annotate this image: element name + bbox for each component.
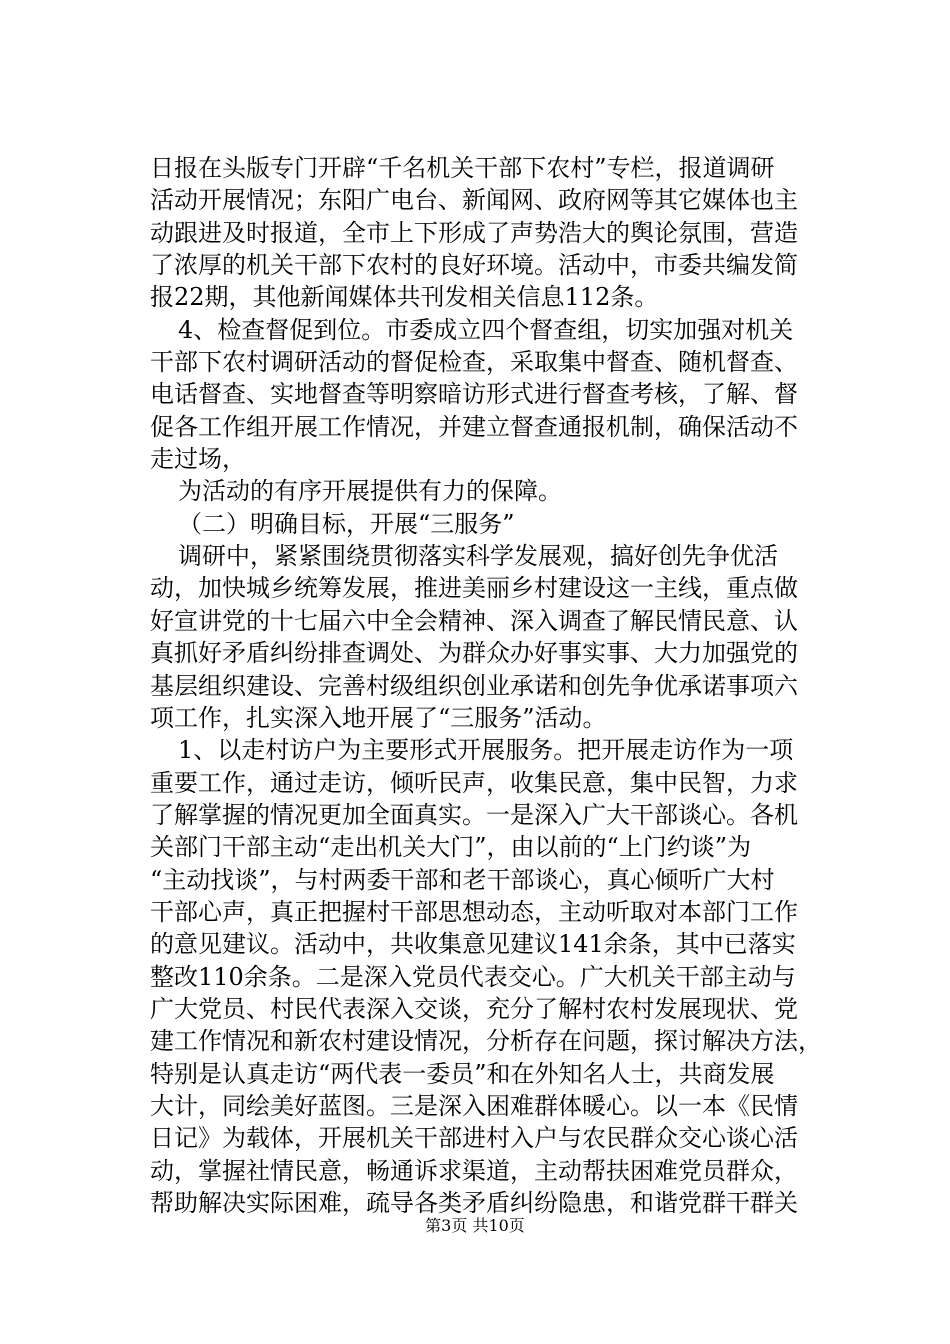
text-line: 动，加快城乡统筹发展，推进美丽乡村建设这一主线，重点做 [150, 574, 798, 603]
text-line: 干部下农村调研活动的督促检查，采取集中督查、随机督查、 [150, 348, 798, 377]
text-line: 干部心声，真正把握村干部思想动态，主动听取对本部门工作 [150, 897, 798, 926]
text-line: 重要工作，通过走访，倾听民声，收集民意，集中民智，力求 [150, 768, 798, 797]
text-line: 建工作情况和新农村建设情况，分析存在问题，探讨解决方法， [150, 1027, 822, 1056]
text-line: 动跟进及时报道，全市上下形成了声势浩大的舆论氛围，营造 [150, 218, 798, 247]
text-line: 走过场， [150, 445, 246, 474]
text-line: 4、检查督促到位。市委成立四个督查组，切实加强对机关 [178, 315, 794, 344]
text-line: 为活动的有序开展提供有力的保障。 [178, 477, 562, 506]
text-line: 活动开展情况；东阳广电台、新闻网、政府网等其它媒体也主 [150, 186, 798, 215]
text-line: 基层组织建设、完善村级组织创业承诺和创先争优承诺事项六 [150, 671, 798, 700]
text-line: 项工作，扎实深入地开展了“三服务”活动。 [150, 703, 607, 732]
text-line: 1、以走村访户为主要形式开展服务。把开展走访作为一项 [178, 736, 794, 765]
text-line: 调研中，紧紧围绕贯彻落实科学发展观，搞好创先争优活 [178, 542, 778, 571]
text-line: “主动找谈”，与村两委干部和老干部谈心，真心倾听广大村 [150, 865, 775, 894]
text-line: 报22期，其他新闻媒体共刊发相关信息112条。 [150, 283, 659, 312]
text-line: （二）明确目标，开展“三服务” [178, 509, 515, 538]
text-line: 动，掌握社情民意，畅通诉求渠道，主动帮扶困难党员群众， [150, 1156, 798, 1185]
text-line: 特别是认真走访“两代表一委员”和在外知名人士，共商发展 [150, 1059, 775, 1088]
text-line: 大计，同绘美好蓝图。三是深入困难群体暖心。以一本《民情 [150, 1091, 798, 1120]
text-line: 日记》为载体，开展机关干部进村入户与农民群众交心谈心活 [150, 1124, 798, 1153]
text-line: 整改110余条。二是深入党员代表交心。广大机关干部主动与 [150, 962, 796, 991]
document-body [150, 152, 830, 1219]
text-line: 帮助解决实际困难，疏导各类矛盾纠纷隐患，和谐党群干群关 [150, 1189, 798, 1217]
text-line: 广大党员、村民代表深入交谈，充分了解村农村发展现状、党 [150, 994, 798, 1023]
page-number-footer: 第3页 共10页 [425, 1216, 525, 1235]
text-line: 真抓好矛盾纠纷排查调处、为群众办好事实事、大力加强党的 [150, 639, 798, 668]
text-line: 关部门干部主动“走出机关大门”，由以前的“上门约谈”为 [150, 833, 752, 862]
text-line: 好宣讲党的十七届六中全会精神、深入调查了解民情民意、认 [150, 606, 798, 635]
text-line: 促各工作组开展工作情况，并建立督查通报机制，确保活动不 [150, 412, 798, 441]
text-line: 了解掌握的情况更加全面真实。一是深入广大干部谈心。各机 [150, 800, 798, 829]
text-line: 日报在头版专门开辟“千名机关干部下农村”专栏，报道调研 [150, 154, 775, 182]
text-line: 的意见建议。活动中，共收集意见建议141余条，其中已落实 [150, 930, 796, 959]
text-line: 电话督查、实地督查等明察暗访形式进行督查考核，了解、督 [150, 380, 798, 409]
text-line: 了浓厚的机关干部下农村的良好环境。活动中，市委共编发简 [150, 251, 798, 280]
